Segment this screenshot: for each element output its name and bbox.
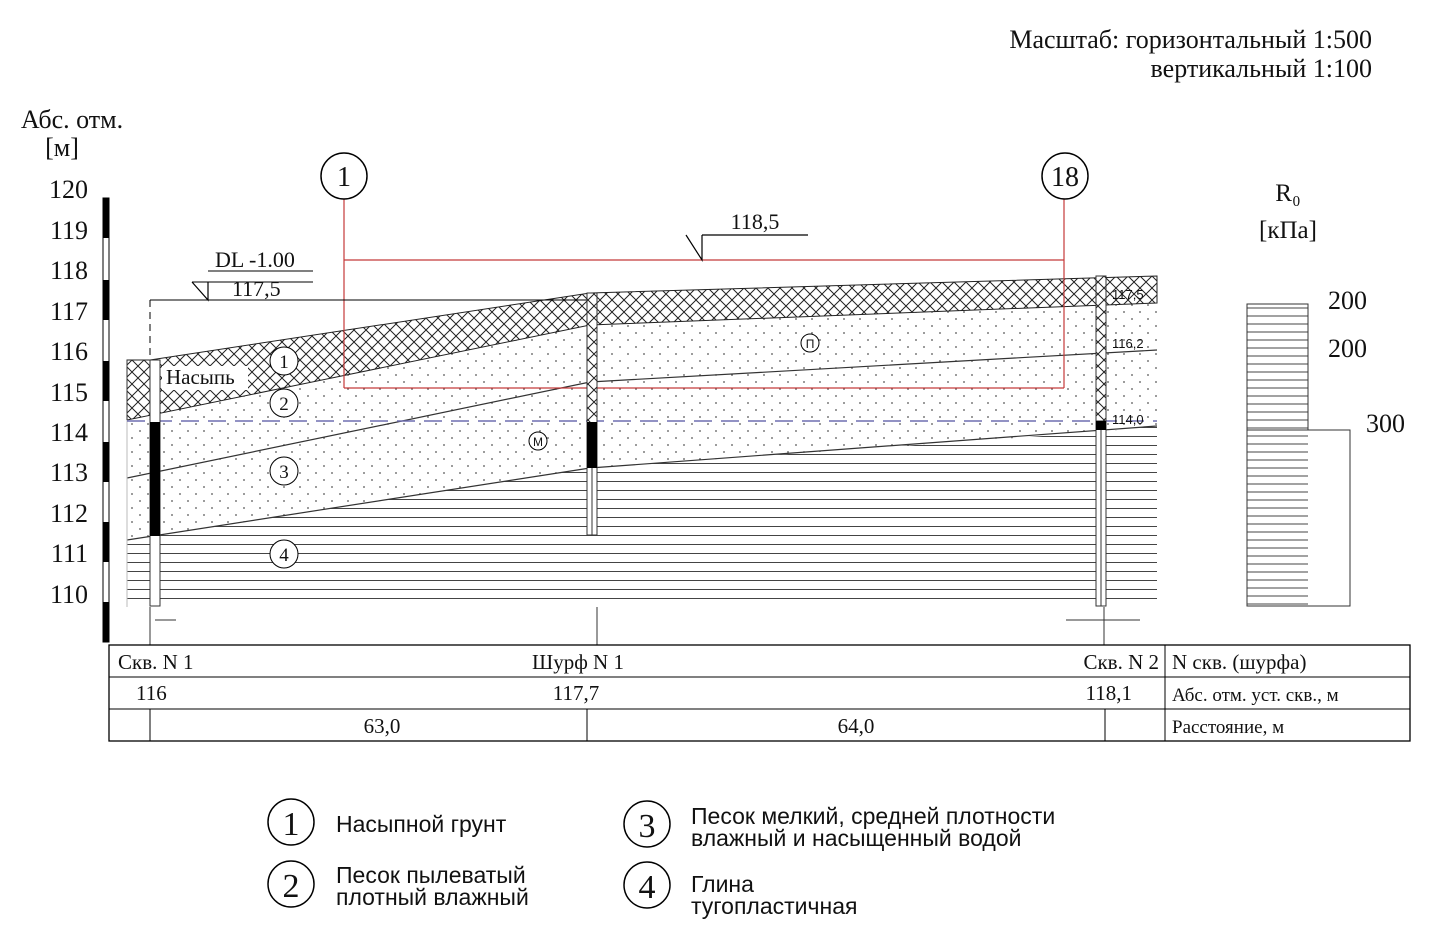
r0-value-3: 300 bbox=[1366, 409, 1405, 438]
table-row1-label: N скв. (шурфа) bbox=[1172, 650, 1307, 674]
design-level-marker bbox=[686, 209, 808, 260]
legend-item-1 bbox=[268, 799, 507, 845]
svg-text:3: 3 bbox=[638, 808, 656, 845]
fill-label: Насыпь bbox=[166, 365, 235, 389]
well2-mark-1175: 117,5 bbox=[1112, 287, 1144, 302]
tick-119: 119 bbox=[49, 216, 88, 245]
r0-value-2: 200 bbox=[1328, 334, 1367, 363]
table-well1-elev: 116 bbox=[136, 681, 167, 705]
dl-value: 117,5 bbox=[232, 276, 281, 301]
pit-1 bbox=[587, 293, 597, 535]
table-distance-2: 64,0 bbox=[837, 714, 875, 738]
table-well1-name: Скв. N 1 bbox=[118, 650, 194, 674]
r0-panel bbox=[1247, 180, 1405, 606]
layer-number-4 bbox=[270, 540, 298, 568]
borehole-table bbox=[109, 645, 1410, 741]
svg-text:1: 1 bbox=[282, 806, 300, 843]
legend-3-text-2: влажный и насыщенный водой bbox=[691, 825, 1022, 851]
layer-number-3 bbox=[270, 457, 298, 485]
axis-unit: [м] bbox=[45, 133, 79, 162]
tick-112: 112 bbox=[49, 499, 88, 528]
table-pit-name: Шурф N 1 bbox=[532, 650, 624, 674]
scale-horizontal: Масштаб: горизонтальный 1:500 bbox=[1009, 25, 1372, 54]
table-pit-elev: 117,7 bbox=[552, 681, 600, 705]
legend-item-2 bbox=[268, 861, 529, 910]
layer-letter-p bbox=[801, 334, 819, 352]
layer-letter-m bbox=[529, 432, 547, 450]
tick-120: 120 bbox=[49, 175, 88, 204]
legend-1-text: Насыпной грунт bbox=[336, 811, 507, 837]
svg-text:2: 2 bbox=[282, 868, 300, 905]
tick-114: 114 bbox=[49, 418, 88, 447]
dl-label: DL -1.00 bbox=[215, 247, 295, 272]
r0-unit: [кПа] bbox=[1259, 217, 1317, 244]
elevation-scale-bar bbox=[103, 198, 109, 642]
design-level-label: 118,5 bbox=[730, 209, 780, 234]
svg-text:1: 1 bbox=[279, 352, 289, 373]
table-well2-elev: 118,1 bbox=[1085, 681, 1132, 705]
svg-text:4: 4 bbox=[638, 869, 656, 906]
layer-number-1 bbox=[270, 347, 298, 375]
tick-115: 115 bbox=[49, 378, 88, 407]
layer-number-2 bbox=[270, 389, 298, 417]
svg-text:4: 4 bbox=[279, 545, 289, 566]
tick-117: 117 bbox=[49, 297, 88, 326]
axis-marker-18 bbox=[1042, 153, 1088, 199]
r0-value-1: 200 bbox=[1328, 286, 1367, 315]
legend-2-text-2: плотный влажный bbox=[336, 884, 529, 910]
axis-title: Абс. отм. bbox=[20, 105, 124, 134]
tick-113: 113 bbox=[49, 458, 88, 487]
legend-4-text-1: Глина bbox=[691, 871, 754, 897]
table-distance-1: 63,0 bbox=[363, 714, 401, 738]
svg-text:18: 18 bbox=[1051, 162, 1079, 193]
svg-text:П: П bbox=[805, 337, 815, 351]
well2-mark-1140: 114,0 bbox=[1112, 412, 1144, 427]
legend-2-text-1: Песок пылеватый bbox=[336, 862, 526, 888]
table-row3-label: Расстояние, м bbox=[1172, 717, 1285, 738]
axis-marker-1 bbox=[321, 153, 367, 199]
legend-item-3 bbox=[624, 801, 1055, 851]
scale-vertical: вертикальный 1:100 bbox=[1150, 54, 1372, 83]
table-well2-name: Скв. N 2 bbox=[1083, 650, 1159, 674]
tick-118: 118 bbox=[49, 256, 88, 285]
axis-tick-labels bbox=[49, 175, 88, 609]
svg-text:2: 2 bbox=[279, 394, 289, 415]
tick-110: 110 bbox=[49, 580, 88, 609]
legend-4-text-2: тугопластичная bbox=[691, 893, 858, 919]
tick-111: 111 bbox=[50, 539, 88, 568]
tick-116: 116 bbox=[49, 337, 88, 366]
svg-text:3: 3 bbox=[279, 462, 289, 483]
table-row2-label: Абс. отм. уст. скв., м bbox=[1172, 685, 1339, 706]
well2-mark-1162: 116,2 bbox=[1112, 336, 1144, 351]
svg-text:1: 1 bbox=[337, 162, 351, 193]
legend-3-text-1: Песок мелкий, средней плотности bbox=[691, 803, 1056, 829]
legend-item-4 bbox=[624, 862, 857, 919]
legend bbox=[268, 799, 1055, 919]
r0-title: R₀ bbox=[1275, 180, 1301, 207]
svg-text:М: М bbox=[533, 435, 543, 449]
